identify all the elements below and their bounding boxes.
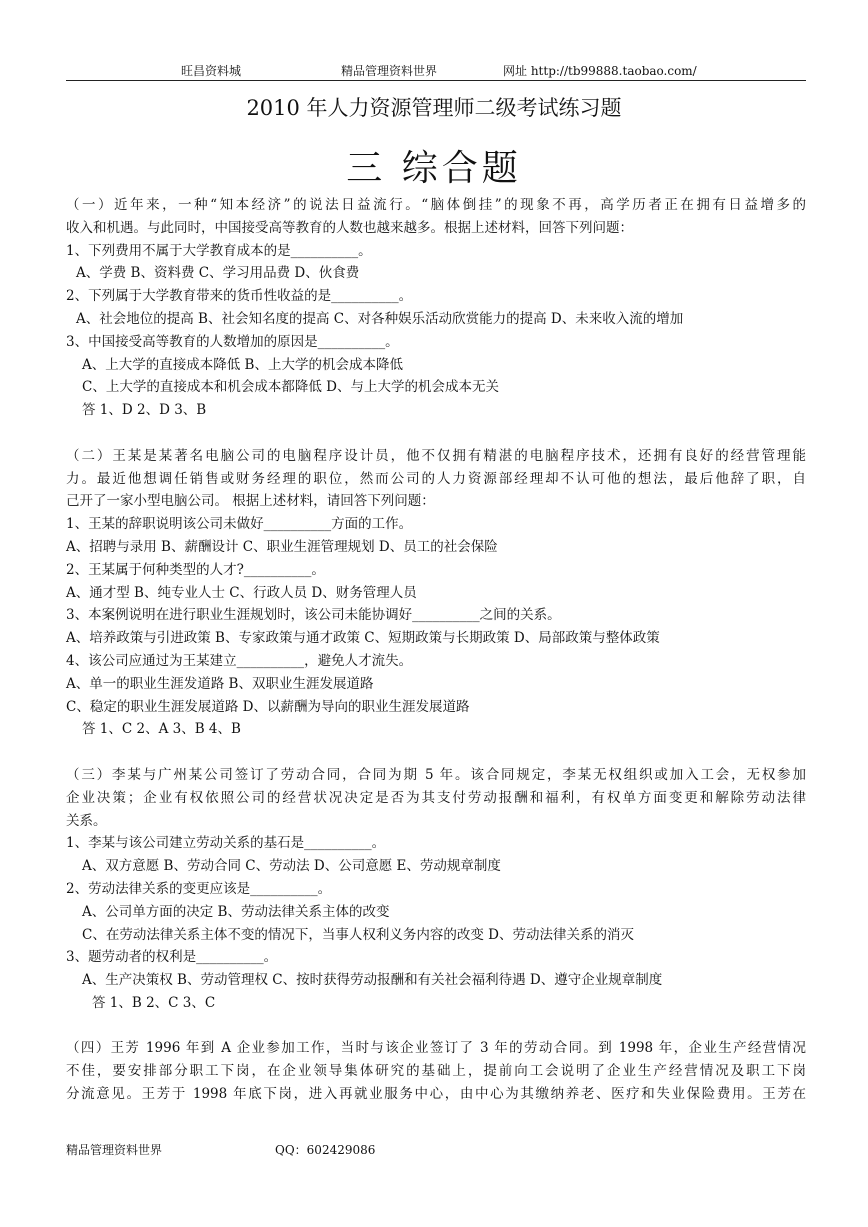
text-line: 力。最近他想调任销售或财务经理的职位，然而公司的人力资源部经理却不认可他的想法，最后他辞了职，自 (66, 470, 806, 487)
text-line: 3、题劳动者的权利是__________。 (66, 949, 278, 966)
text-line: A、单一的职业生涯发道路 B、双职业生涯发展道路 (66, 675, 374, 692)
paragraph-gap (66, 741, 806, 764)
page-header (66, 62, 806, 81)
text-line: A、公司单方面的决定 B、劳动法律关系主体的改变 (82, 903, 390, 920)
text-line: 2、王某属于何种类型的人才?__________。 (66, 561, 325, 578)
text-line: （四）王芳 1996 年到 A 企业参加工作，当时与该企业签订了 3 年的劳动合同。到 1998 年，企业生产经营情况 (66, 1040, 806, 1057)
text-line: 1、李某与该公司建立劳动关系的基石是__________。 (66, 835, 386, 852)
header-url[interactable]: 网址 http://tb99888.taobao.com/ (503, 64, 697, 78)
text-line: C、在劳动法律关系主体不变的情况下，当事人权利义务内容的改变 D、劳动法律关系的消灭 (82, 926, 634, 943)
text-line: 不佳，要安排部分职工下岗，在企业领导集体研究的基础上，提前向工会说明了企业生产经营情况及职工下岗 (66, 1063, 806, 1080)
text-line: 企业决策；企业有权依照公司的经营状况决定是否为其支付劳动报酬和福利，有权单方面变更和解除劳动法律 (66, 789, 806, 806)
section-title: 三 综合题 (346, 148, 522, 189)
text-line: A、上大学的直接成本降低 B、上大学的机会成本降低 (82, 356, 403, 373)
header-shop-name: 旺昌资料城 (181, 64, 242, 78)
text-line: 关系。 (66, 812, 107, 829)
footer-qq: QQ：602429086 (275, 1143, 376, 1157)
text-line: 4、该公司应通过为王某建立__________，避免人才流失。 (66, 652, 413, 669)
text-line: C、稳定的职业生涯发展道路 D、以薪酬为导向的职业生涯发展道路 (66, 698, 470, 715)
text-line: 1、下列费用不属于大学教育成本的是__________。 (66, 242, 372, 259)
text-line: 1、王某的辞职说明该公司未做好__________方面的工作。 (66, 516, 413, 533)
document-title: 2010 年人力资源管理师二级考试练习题 (246, 96, 622, 120)
footer-site-name: 精品管理资料世界 (66, 1143, 163, 1157)
text-line: 答 1、C 2、A 3、B 4、B (82, 721, 241, 738)
text-line: A、通才型 B、纯专业人士 C、行政人员 D、财务管理人员 (66, 584, 417, 601)
text-line: A、学费 B、资料费 C、学习用品费 D、伙食费 (76, 265, 360, 282)
text-line: 2、劳动法律关系的变更应该是__________。 (66, 880, 332, 897)
text-line: 答 1、B 2、C 3、C (92, 994, 216, 1011)
page-footer (66, 1141, 806, 1157)
paragraph-gap (66, 1015, 806, 1038)
text-line: （一）近年来，一种“知本经济”的说法日益流行。“脑体倒挂”的现象不再，高学历者正在拥有日益增多的 (66, 197, 806, 213)
text-line: 己开了一家小型电脑公司。 根据上述材料，请回答下列问题： (66, 493, 435, 510)
text-line: 3、本案例说明在进行职业生涯规划时，该公司未能协调好__________之间的关系。 (66, 607, 561, 624)
text-line: 3、中国接受高等教育的人数增加的原因是__________。 (66, 333, 399, 350)
text-line: A、生产决策权 B、劳动管理权 C、按时获得劳动报酬和有关社会福利待遇 D、遵守企业规章制度 (82, 972, 663, 989)
text-line: 答 1、D 2、D 3、B (82, 402, 207, 419)
text-line: A、招聘与录用 B、薪酬设计 C、职业生涯管理规划 D、员工的社会保险 (66, 538, 498, 555)
document-body (66, 194, 806, 1106)
text-line: C、上大学的直接成本和机会成本都降低 D、与上大学的机会成本无关 (82, 379, 499, 396)
text-line: A、社会地位的提高 B、社会知名度的提高 C、对各种娱乐活动欣赏能力的提高 D、未来收入流的增加 (76, 310, 684, 327)
text-line: A、双方意愿 B、劳动合同 C、劳动法 D、公司意愿 E、劳动规章制度 (82, 858, 501, 875)
paragraph-gap (66, 422, 806, 445)
text-line: 收入和机遇。与此同时，中国接受高等教育的人数也越来越多。根据上述材料，回答下列问题： (66, 219, 633, 236)
text-line: （二）王某是某著名电脑公司的电脑程序设计员，他不仅拥有精湛的电脑程序技术，还拥有良好的经营管理能 (66, 447, 806, 464)
text-line: 2、下列属于大学教育带来的货币性收益的是__________。 (66, 288, 413, 305)
header-site-name: 精品管理资料世界 (341, 64, 438, 78)
text-line: A、培养政策与引进政策 B、专家政策与通才政策 C、短期政策与长期政策 D、局部政策与整体政策 (66, 630, 660, 647)
text-line: 分流意见。王芳于 1998 年底下岗，进入再就业服务中心，由中心为其缴纳养老、医疗和失业保险费用。王芳在 (66, 1086, 806, 1103)
text-line: （三）李某与广州某公司签订了劳动合同，合同为期 5 年。该合同规定，李某无权组织或加入工会，无权参加 (66, 766, 806, 783)
